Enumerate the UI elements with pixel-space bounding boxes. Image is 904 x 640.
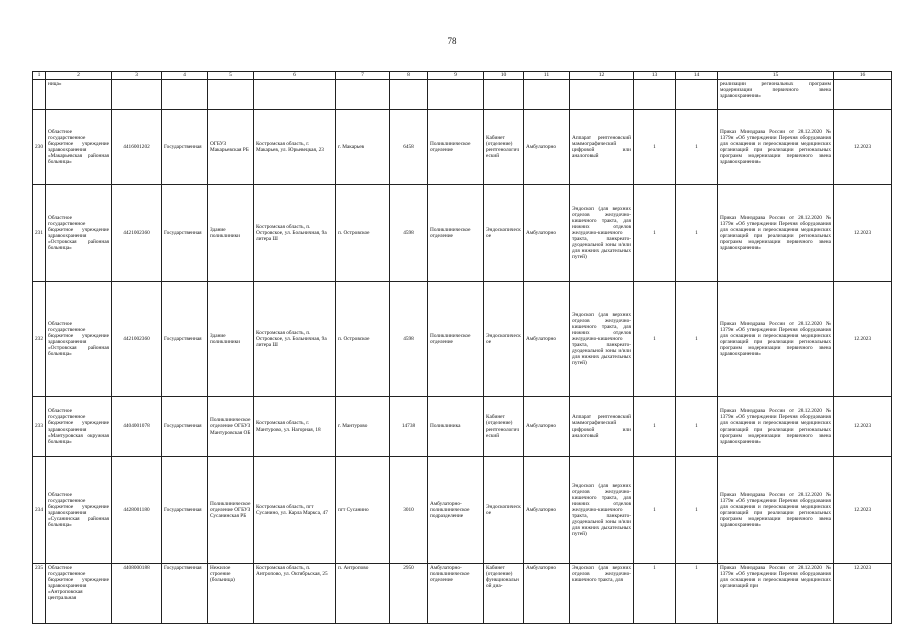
equipment-cell: Эндоскоп (для верхних отделов желудочно-кишечного тракта, для нижних отделов желудочно-кишечного тракта, панкреато-дуоденальной зоны и/или для нижних дыхательных путей): [570, 282, 634, 397]
column-number: 7: [336, 72, 390, 80]
date-cell: 12.2023: [834, 282, 892, 397]
table-row: [33, 564, 892, 624]
inn-cell: 4404001078: [112, 397, 162, 457]
column-number: 16: [834, 72, 892, 80]
unit-cell: Поликлиническое отделение: [428, 282, 484, 397]
inn-cell: 4421002360: [112, 185, 162, 282]
org-name-cell: Областное государственное бюджетное учреждение здравоохранения «Островская районная больница»: [46, 185, 112, 282]
unit-cell: Поликлиническое отделение: [428, 110, 484, 185]
facility-cell: Здание поликлиники: [208, 282, 254, 397]
population-cell: 4598: [390, 282, 428, 397]
equipment-table: [32, 71, 892, 624]
ownership-cell: Государственная: [162, 457, 208, 564]
room-cell: Кабинет (отделение) рентгенологический: [484, 397, 524, 457]
legal-basis-cell: Приказ Минздрава России от 28.12.2020 № 1379н «Об утверждении Перечня оборудования для оснащения и переоснащения медицинских организаций при: [718, 564, 834, 624]
address-cell: Костромская область, п. Антропово, ул. Октябрьская, 25: [254, 564, 336, 624]
locality-cell: г. Макарьев: [336, 110, 390, 185]
date-cell: 12.2023: [834, 185, 892, 282]
legal-basis-cell: Приказ Минздрава России от 28.12.2020 № 1379н «Об утверждении Перечня оборудования для оснащения и переоснащения медицинских организаций при реализации региональных программ модернизации первичного звена здравоохранения»: [718, 397, 834, 457]
column-number-row: [33, 72, 892, 80]
unit-cell: Амбулаторно-поликлиническое отделение: [428, 564, 484, 624]
inn-cell: 4408000188: [112, 564, 162, 624]
column-number: 3: [112, 72, 162, 80]
equipment-cell: Аппарат рентгеновский маммографический цифровой или аналоговый: [570, 110, 634, 185]
row-number: 230: [33, 110, 46, 185]
room-cell: Эндоскопическое: [484, 282, 524, 397]
page-number: 78: [447, 36, 457, 46]
ownership-cell: Государственная: [162, 282, 208, 397]
unit-cell: Поликлиника: [428, 397, 484, 457]
population-cell: 2950: [390, 564, 428, 624]
room-cell: Кабинет (отделение) функциональной диа-: [484, 564, 524, 624]
ownership-cell: Государственная: [162, 397, 208, 457]
table-row: [33, 282, 892, 397]
legal-basis-cell: Приказ Минздрава России от 28.12.2020 № 1379н «Об утверждении Перечня оборудования для оснащения и переоснащения медицинских организаций при реализации региональных программ модернизации первичного звена здравоохранения»: [718, 185, 834, 282]
date-cell: 12.2023: [834, 457, 892, 564]
quantity-cell: 1: [676, 397, 718, 457]
care-type-cell: Амбулаторно: [524, 397, 570, 457]
locality-cell: пгт Сусанино: [336, 457, 390, 564]
unit-cell: Амбулаторно-поликлиническое подразделение: [428, 457, 484, 564]
address-cell: Костромская область, п. Островское, ул. Больничная, 9а литера Ш: [254, 185, 336, 282]
facility-cell: Поликлиническое отделение ОГБУЗ Сусанинская РБ: [208, 457, 254, 564]
care-type-cell: Амбулаторно: [524, 282, 570, 397]
org-name-cell: ница»: [46, 80, 112, 110]
org-name-cell: Областное государственное бюджетное учреждение здравоохранения «Антроповская центральная: [46, 564, 112, 624]
continuation-row: [33, 80, 892, 110]
quantity-cell: 1: [634, 110, 676, 185]
equipment-cell: Эндоскоп (для верхних отделов желудочно-кишечного тракта, для нижних отделов желудочно-кишечного тракта, панкреато-дуоденальной зоны и/или для нижних дыхательных путей): [570, 457, 634, 564]
care-type-cell: Амбулаторно: [524, 457, 570, 564]
address-cell: Костромская область, г. Мантурово, ул. Нагорная, 18: [254, 397, 336, 457]
room-cell: Кабинет (отделение) рентгенологический: [484, 110, 524, 185]
locality-cell: п. Островское: [336, 185, 390, 282]
quantity-cell: 1: [676, 564, 718, 624]
date-cell: 12.2023: [834, 397, 892, 457]
facility-cell: Здание поликлиники: [208, 185, 254, 282]
column-number: 4: [162, 72, 208, 80]
quantity-cell: 1: [634, 564, 676, 624]
org-name-cell: Областное государственное бюджетное учреждение здравоохранения «Сусанинская районная больница»: [46, 457, 112, 564]
address-cell: Костромская область, г. Макарьев, ул. Юрьевецкая, 23: [254, 110, 336, 185]
room-cell: Эндоскопическое: [484, 185, 524, 282]
room-cell: Эндоскопическое: [484, 457, 524, 564]
row-number: 235: [33, 564, 46, 624]
inn-cell: 4416001202: [112, 110, 162, 185]
column-number: 5: [208, 72, 254, 80]
row-number: 232: [33, 282, 46, 397]
quantity-cell: 1: [634, 457, 676, 564]
legal-basis-cell: Приказ Минздрава России от 28.12.2020 № 1379н «Об утверждении Перечня оборудования для оснащения и переоснащения медицинских организаций при реализации региональных программ модернизации первичного звена здравоохранения»: [718, 457, 834, 564]
column-number: 9: [428, 72, 484, 80]
column-number: 2: [46, 72, 112, 80]
org-name-cell: Областное государственное бюджетное учреждение здравоохранения «Островская районная больница»: [46, 282, 112, 397]
column-number: 11: [524, 72, 570, 80]
column-number: 14: [676, 72, 718, 80]
facility-cell: ОГБУЗ Макарьевская РБ: [208, 110, 254, 185]
locality-cell: п. Островское: [336, 282, 390, 397]
date-cell: 12.2023: [834, 564, 892, 624]
quantity-cell: 1: [634, 282, 676, 397]
inn-cell: 4421002360: [112, 282, 162, 397]
quantity-cell: 1: [676, 282, 718, 397]
facility-cell: Поликлиническое отделение ОГБУЗ Мантуровская ОБ: [208, 397, 254, 457]
legal-basis-cell: Приказ Минздрава России от 28.12.2020 № 1379н «Об утверждении Перечня оборудования для оснащения и переоснащения медицинских организаций при реализации региональных программ модернизации первичного звена здравоохранения»: [718, 282, 834, 397]
quantity-cell: 1: [634, 185, 676, 282]
locality-cell: п. Антропово: [336, 564, 390, 624]
quantity-cell: 1: [676, 185, 718, 282]
population-cell: 6458: [390, 110, 428, 185]
address-cell: Костромская область, пгт Сусанино, ул. Карла Маркса, 47: [254, 457, 336, 564]
population-cell: 3010: [390, 457, 428, 564]
org-name-cell: Областное государственное бюджетное учреждение здравоохранения «Макарьевская районная больница»: [46, 110, 112, 185]
care-type-cell: Амбулаторно: [524, 110, 570, 185]
table-row: [33, 110, 892, 185]
facility-cell: Нежилое строение (больница): [208, 564, 254, 624]
column-number: 1: [33, 72, 46, 80]
column-number: 10: [484, 72, 524, 80]
org-name-cell: Областное государственное бюджетное учреждение здравоохранения «Мантуровская окружная больница»: [46, 397, 112, 457]
equipment-cell: Эндоскоп (для верхних отделов желудочно-кишечного тракта, для нижних отделов желудочно-кишечного тракта, панкреато-дуоденальной зоны и/или для нижних дыхательных путей): [570, 185, 634, 282]
equipment-cell: Аппарат рентгеновский маммографический цифровой или аналоговый: [570, 397, 634, 457]
column-number: 8: [390, 72, 428, 80]
row-number: 233: [33, 397, 46, 457]
unit-cell: Поликлиническое отделение: [428, 185, 484, 282]
column-number: 13: [634, 72, 676, 80]
quantity-cell: 1: [634, 397, 676, 457]
column-number: 15: [718, 72, 834, 80]
quantity-cell: 1: [676, 110, 718, 185]
population-cell: 14738: [390, 397, 428, 457]
row-number: 231: [33, 185, 46, 282]
ownership-cell: Государственная: [162, 110, 208, 185]
care-type-cell: Амбулаторно: [524, 564, 570, 624]
address-cell: Костромская область, п. Островское, ул. Больничная, 9а литера Ш: [254, 282, 336, 397]
row-number: 234: [33, 457, 46, 564]
population-cell: 4598: [390, 185, 428, 282]
locality-cell: г. Мантурово: [336, 397, 390, 457]
table-row: [33, 185, 892, 282]
ownership-cell: Государственная: [162, 564, 208, 624]
ownership-cell: Государственная: [162, 185, 208, 282]
legal-basis-cell: реализации региональных программ модернизации первичного звена здравоохранения»: [718, 80, 834, 110]
table-row: [33, 457, 892, 564]
inn-cell: 4428001180: [112, 457, 162, 564]
column-number: 12: [570, 72, 634, 80]
table-row: [33, 397, 892, 457]
quantity-cell: 1: [676, 457, 718, 564]
care-type-cell: Амбулаторно: [524, 185, 570, 282]
equipment-cell: Эндоскоп (для верхних отделов желудочно-кишечного тракта, для: [570, 564, 634, 624]
legal-basis-cell: Приказ Минздрава России от 28.12.2020 № 1379н «Об утверждении Перечня оборудования для оснащения и переоснащения медицинских организаций при реализации региональных программ модернизации первичного звена здравоохранения»: [718, 110, 834, 185]
date-cell: 12.2023: [834, 110, 892, 185]
column-number: 6: [254, 72, 336, 80]
